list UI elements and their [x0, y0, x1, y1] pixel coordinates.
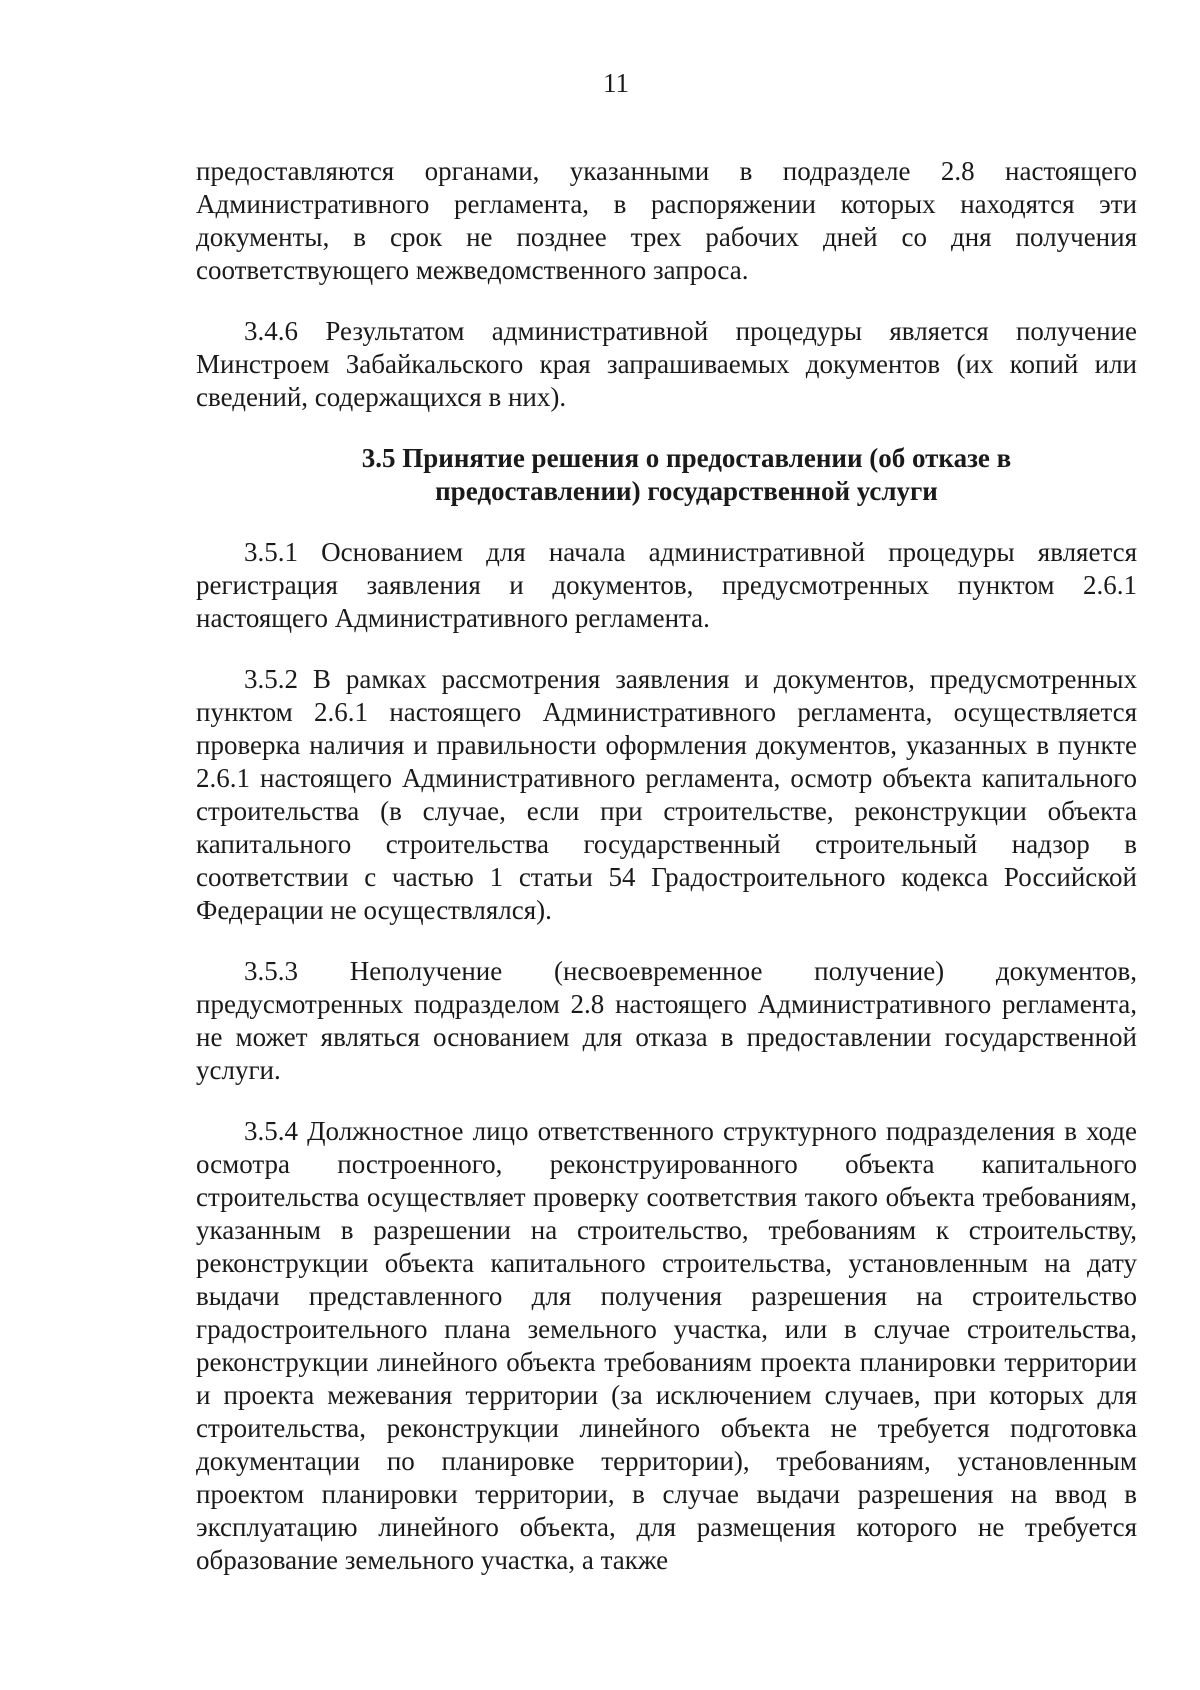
section-heading-line-2: предоставлении) государственной услуги: [435, 476, 938, 506]
paragraph-3-5-3: 3.5.3 Неполучение (несвоевременное получение) документов, предусмотренных подразделом 2.8 настоящего Административного регламента, не может являться основанием для отказа в предоставлении государственной услуги.: [196, 956, 1137, 1085]
section-heading-line-1: 3.5 Принятие решения о предоставлении (об отказе в: [361, 443, 1012, 473]
paragraph-continuation: предоставляются органами, указанными в подразделе 2.8 настоящего Административного регламента, в распоряжении которых находятся эти документы, в срок не позднее трех рабочих дней со дня получения соответствующего межведомственного запроса.: [196, 156, 1137, 285]
page-number: 11: [603, 68, 629, 98]
paragraph-3-5-2: 3.5.2 В рамках рассмотрения заявления и документов, предусмотренных пунктом 2.6.1 настоящего Административного регламента, осуществляется проверка наличия и правильности оформления документов, указанных в пункте 2.6.1 настоящего Административного регламента, осмотр объекта капитального строительства (в случае, если при строительстве, реконструкции объекта капитального строительства государственный строительный надзор в соответствии с частью 1 статьи 54 Градостроительного кодекса Российской Федерации не осуществлялся).: [196, 664, 1137, 925]
paragraph-3-5-1: 3.5.1 Основанием для начала административной процедуры является регистрация заявления и документов, предусмотренных пунктом 2.6.1 настоящего Административного регламента.: [196, 537, 1137, 633]
paragraph-3-4-6: 3.4.6 Результатом административной процедуры является получение Минстроем Забайкальского края запрашиваемых документов (их копий или сведений, содержащихся в них).: [196, 316, 1137, 412]
document-body: [196, 155, 1137, 1577]
paragraph-3-5-4: 3.5.4 Должностное лицо ответственного структурного подразделения в ходе осмотра построенного, реконструированного объекта капитального строительства осуществляет проверку соответствия такого объекта требованиям, указанным в разрешении на строительство, требованиям к строительству, реконструкции объекта капитального строительства, установленным на дату выдачи представленного для получения разрешения на строительство градостроительного плана земельного участка, или в случае строительства, реконструкции линейного объекта требованиям проекта планировки территории и проекта межевания территории (за исключением случаев, при которых для строительства, реконструкции линейного объекта не требуется подготовка документации по планировке территории), требованиям, установленным проектом планировки территории, в случае выдачи разрешения на ввод в эксплуатацию линейного объекта, для размещения которого не требуется образование земельного участка, а также: [196, 1116, 1137, 1575]
